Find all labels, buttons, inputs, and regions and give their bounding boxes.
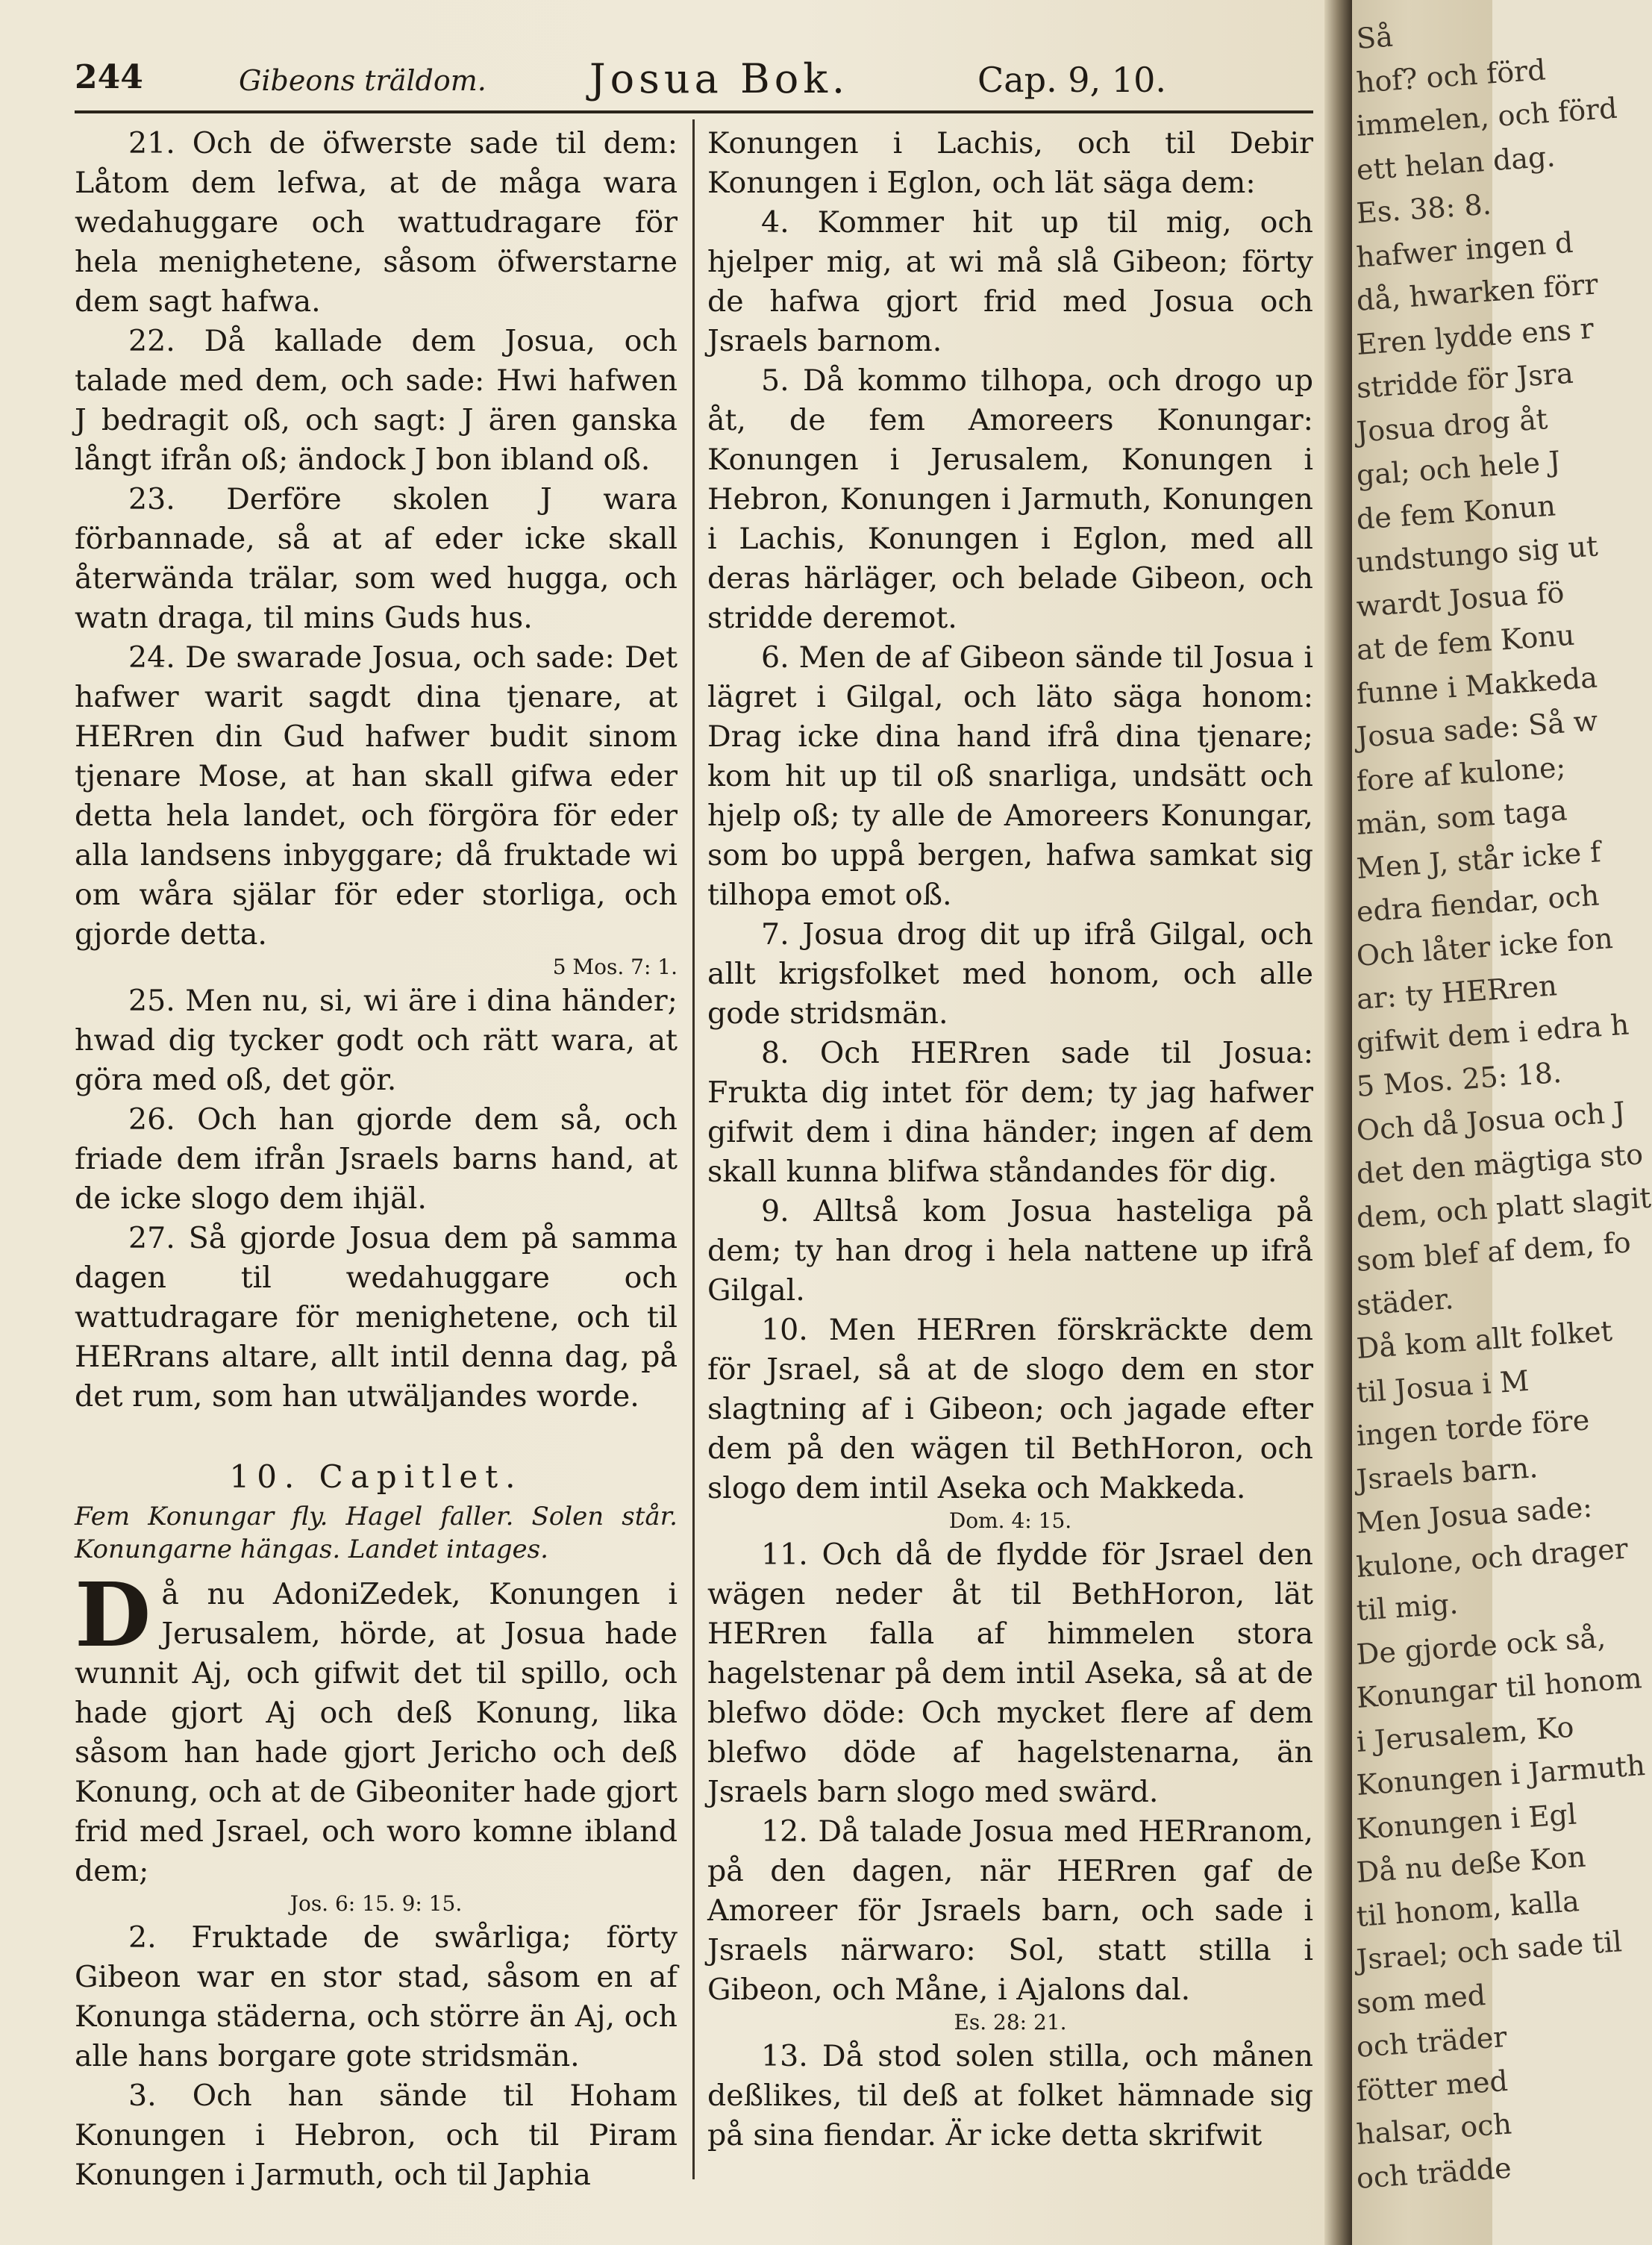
verse-10-1-text: å nu AdoniZedek, Konungen i Jerusalem, hörde, at Josua hade wunnit Aj, och gifwit det til spillo, och hade gjort Aj och deß Konung, lika såsom han hade gjort Jericho och deß Konung, och at de Gibeoniter hade gjort frid med Jsrael, och woro komne ibland dem; [75,1577,678,1888]
facing-page-line: städer. [1355,1281,1455,1322]
right-column [707,124,1313,2155]
facing-page-line: wardt Josua fö [1355,575,1565,623]
chapter-summary: Fem Konungar fly. Hagel faller. Solen står. Konungarne hängas. Landet intages. [75,1502,678,1564]
facing-page-line: edra fiendar, och [1355,878,1601,928]
facing-page-line: och trädde [1355,2151,1512,2195]
facing-page-line: fore af kulone; [1355,749,1567,798]
verse-9-27: 27. Så gjorde Josua dem på samma dagen til wedahuggare och wattudragare för menighetene, och til HERrans altare, allt intil denna dag, på det rum, som han utwäljandes worde. [75,1221,678,1414]
facing-page-line: kulone, och drager [1355,1531,1630,1584]
facing-page-line: halsar, och [1355,2107,1513,2151]
verse-10-3-continued: Konungen i Lachis, och til Debir Konungen i Eglon, och lät säga dem: [707,126,1313,200]
facing-page-line: Och då Josua och J [1355,1095,1627,1147]
chapter-reference: Cap. 9, 10. [977,60,1166,100]
verse-10-12: 12. Då talade Josua med HERranom, på den dagen, när HERren gaf de Amoreer för Jsraels barn, och sade i Jsraels närwaro: Sol, statt stilla i Gibeon, och Måne, i Ajalons dal. [707,1814,1313,2007]
facing-page-line: då, hwarken förr [1355,267,1600,317]
book-title: Josua Bok. [589,55,850,102]
facing-page-line: Josua sade: Så w [1355,704,1599,754]
facing-page-line: Då nu deße Kon [1355,1840,1587,1889]
verse-9-26: 26. Och han gjorde dem så, och friade dem ifrån Jsraels barns hand, at de icke slogo dem ihjäl. [75,1102,678,1216]
facing-page-line: Konungen i Egl [1355,1796,1578,1846]
verse-9-23: 23. Derföre skolen J wara förbannade, så at af eder icke skall återwända trälar, som wed hugga, och watn draga, til mins Guds hus. [75,482,678,635]
facing-page-line: undstungo sig ut [1355,529,1599,579]
facing-page-line: män, som taga [1355,793,1568,841]
facing-page-line: de fem Konun [1355,488,1557,536]
facing-page-line: det den mägtiga sto [1355,1137,1645,1190]
verse-10-9: 9. Alltså kom Josua hasteliga på dem; ty han drog i hela nattene up ifrå Gilgal. [707,1194,1313,1308]
facing-page-line: och träder [1355,2020,1508,2064]
facing-page-edge [1352,0,1652,2245]
facing-page-line: Jsraels barn. [1355,1450,1539,1496]
facing-page-line: Konungen i Jarmuth [1355,1749,1647,1802]
facing-page-line: ett helan dag. [1355,139,1556,187]
verse-10-3: 3. Och han sände til Hoham Konungen i Hebron, och til Piram Konungen i Jarmuth, och til Japhia [75,2079,678,2192]
facing-page-line: Då kom allt folket [1355,1314,1614,1365]
page-number: 244 [75,58,143,96]
drop-cap: D [75,1563,151,1667]
facing-page-line: Men J, står icke f [1355,834,1602,885]
running-title: Gibeons träldom. [239,64,486,97]
facing-page-line: De gjorde ock så, [1355,1620,1607,1671]
facing-page-line: Jsrael; och sade til [1355,1925,1624,1976]
cross-reference: Dom. 4: 15. [948,1508,1072,1533]
facing-page-line: til Josua i M [1355,1364,1530,1409]
facing-page-line: som med [1355,1978,1487,2020]
header-rule [75,110,1313,113]
verse-10-5: 5. Då kommo tilhopa, och drogo up åt, de fem Amoreers Konungar: Konungen i Jerusalem, Konungen i Hebron, Konungen i Jarmuth, Konungen i Lachis, Konungen i Eglon, med all deras härläger, och belade Gibeon, och stridde deremot. [707,363,1313,635]
facing-page-line: Josua drog åt [1355,402,1549,449]
verse-9-22: 22. Då kallade dem Josua, och talade med dem, och sade: Hwi hafwen J bedragit oß, och sagt: J ären ganska långt ifrån oß; ändock J bon ibland oß. [75,324,678,477]
verse-10-2: 2. Fruktade de swårliga; förty Gibeon war en stor stad, såsom en af Konunga städerna, och större än Aj, och alle hans borgare gote stridsmän. [75,1920,678,2073]
book-gutter [1324,0,1354,2245]
verse-10-13: 13. Då stod solen stilla, och månen deßlikes, til deß at folket hämnade sig på sina fiendar. Är icke detta skrifwit [707,2039,1313,2152]
cross-reference: 5 Mos. 7: 1. [552,955,678,979]
facing-page-line: gal; och hele J [1355,444,1562,492]
verse-9-21: 21. Och de öfwerste sade til dem: Låtom dem lefwa, at de måga wara wedahuggare och wattudragare för hela menighetene, såsom öfwerstarne dem sagt hafwa. [75,126,678,319]
facing-page-line: i Jerusalem, Ko [1355,1710,1575,1758]
verse-9-24: 24. De swarade Josua, och sade: Det hafwer warit sagdt dina tjenare, at HERren din Gud hafwer budit sinom tjenare Mose, at han skall gifwa eder detta hela landet, och förgöra för eder alla landsens inbyggare; då fruktade wi om wåra själar för eder storliga, och gjorde detta. [75,640,678,952]
verse-10-7: 7. Josua drog dit up ifrå Gilgal, och allt krigsfolket med honom, och alle gode stridsmän. [707,917,1313,1031]
verse-10-1 [75,1563,678,1891]
facing-page-line: til honom, kalla [1355,1884,1581,1933]
facing-page-line: Eren lydde ens r [1355,311,1595,361]
facing-page-line: at de fem Konu [1355,618,1576,666]
facing-page-line: 5 Mos. 25: 18. [1355,1055,1563,1103]
facing-page-line: immelen, och förd [1355,91,1618,143]
verse-9-25: 25. Men nu, si, wi äre i dina händer; hwad dig tycker godt och rätt wara, at göra med oß, det gör. [75,984,678,1097]
verse-10-4: 4. Kommer hit up til mig, och hjelper mig, at wi må slå Gibeon; förty de hafwa gjort frid med Josua och Jsraels barnom. [707,205,1313,358]
facing-page-line: ingen torde före [1355,1403,1591,1452]
facing-page-line: funne i Makkeda [1355,660,1599,711]
facing-page-line: hof? och förd [1355,52,1547,99]
verse-10-6: 6. Men de af Gibeon sände til Josua i lägret i Gilgal, och läto säga honom: Drag icke dina hand ifrå dina tjenare; kom hit up til oß snarliga, undsätt och hjelp oß; ty alle de Amoreers Konungar, som bo uppå bergen, hafwa samkat sig tilhopa emot oß. [707,640,1313,912]
cross-reference: Es. 28: 21. [954,2010,1067,2035]
cross-reference: Jos. 6: 15. 9: 15. [290,1891,463,1916]
facing-page-line: dem, och platt slagit [1355,1180,1652,1234]
page-header [75,51,1313,103]
facing-page-line: Men Josua sade: [1355,1490,1594,1540]
facing-page-line: til mig. [1355,1587,1459,1627]
facing-page-line: hafwer ingen d [1355,225,1574,274]
column-divider [692,119,695,2179]
facing-page-line: Så [1355,19,1395,55]
verse-10-10: 10. Men HERren förskräckte dem för Jsrael, så at de slogo dem en stor slagtning af i Gibeon; och jagade efter dem på den wägen til BethHoron, och slogo dem intil Aseka och Makkeda. [707,1313,1313,1505]
facing-page-line: stridde för Jsra [1355,356,1574,405]
facing-page-line: ar: ty HERren [1355,969,1559,1016]
facing-page-line: Och låter icke fon [1355,921,1614,972]
verse-10-8: 8. Och HERren sade til Josua: Frukta dig intet för dem; ty jag hafwer gifwit dem i dina händer; ingen af dem skall kunna blifwa ståndandes för dig. [707,1036,1313,1189]
verse-10-11: 11. Och då de flydde för Jsrael den wägen neder åt til BethHoron, lät HERren falla af himmelen stora hagelstenar på dem intil Aseka, så at de blefwo döde: Och mycket flere af dem blefwo döde af hagelstenarna, än Jsraels barn slogo med swärd. [707,1537,1313,1809]
facing-page-line: gifwit dem i edra h [1355,1008,1630,1060]
facing-page-line: fötter med [1355,2064,1509,2108]
facing-page-line: Konungar til honom [1355,1661,1643,1714]
facing-page-line: Es. 38: 8. [1355,187,1492,230]
chapter-title: 10. Capitlet. [229,1458,523,1495]
left-column [75,124,678,2195]
facing-page-line: som blef af dem, fo [1355,1225,1632,1278]
